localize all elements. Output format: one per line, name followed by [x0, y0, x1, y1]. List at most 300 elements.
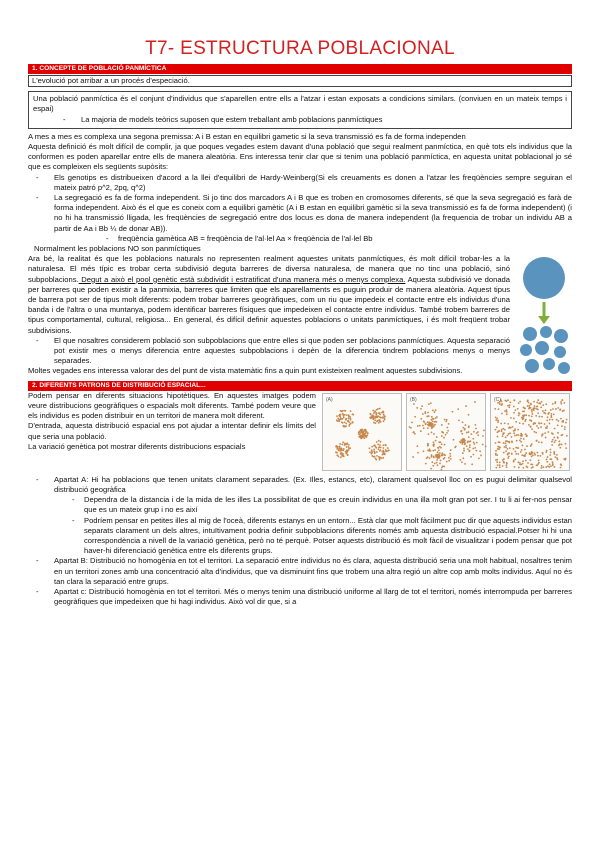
individual-dot: [525, 459, 527, 461]
individual-dot: [346, 446, 348, 448]
individual-dot: [379, 407, 381, 409]
individual-dot: [374, 452, 376, 454]
individual-dot: [345, 422, 347, 424]
individual-dot: [438, 449, 440, 451]
individual-dot: [369, 451, 371, 453]
individual-dot: [536, 425, 538, 427]
individual-dot: [446, 460, 448, 462]
individual-dot: [527, 462, 529, 464]
paragraph-entrada: D'entrada, aquesta distribució espacial ens pot ajudar a intentar definir els límits del que seria una població.: [28, 421, 316, 441]
individual-dot: [551, 440, 553, 442]
individual-dot: [371, 416, 373, 418]
individual-dot: [441, 443, 443, 445]
individual-dot: [463, 438, 465, 440]
individual-dot: [427, 449, 429, 451]
individual-dot: [566, 418, 568, 420]
individual-dot: [382, 416, 384, 418]
individual-dot: [363, 431, 365, 433]
individual-dot: [428, 433, 430, 435]
individual-dot: [380, 441, 382, 443]
individual-dot: [349, 417, 351, 419]
section-1-intro: L'evolució pot arribar a un procés d'especiació.: [28, 75, 572, 87]
individual-dot: [347, 420, 349, 422]
individual-dot: [383, 417, 385, 419]
individual-dot: [474, 401, 476, 403]
individual-dot: [374, 417, 376, 419]
individual-dot: [565, 447, 567, 449]
individual-dot: [382, 444, 384, 446]
paragraph-definicio: Aquesta definició és molt difícil de complir, ja que poques vegades estem davant d'una població que segui realment panmíctica, en què tots els individus que la conformen es poden aparellar entre ells de manera aleatòria. Ens interessa tenir clar que si tenim una població panmíctica, en aquesta unitat poblacional jo sé que es compleixen els següents supòsits:: [28, 142, 572, 172]
individual-dot: [423, 450, 425, 452]
individual-dot: [462, 443, 464, 445]
individual-dot: [505, 444, 507, 446]
individual-dot: [376, 455, 378, 457]
section-2-heading: 2. DIFERENTS PATRONS DE DISTRIBUCIÓ ESPACIAL...: [28, 381, 572, 391]
individual-dot: [516, 439, 518, 441]
individual-dot: [429, 423, 431, 425]
individual-dot: [552, 461, 554, 463]
individual-dot: [373, 415, 375, 417]
individual-dot: [532, 466, 534, 468]
individual-dot: [518, 434, 520, 436]
individual-dot: [552, 433, 554, 435]
individual-dot: [432, 409, 434, 411]
individual-dot: [504, 446, 506, 448]
individual-dot: [343, 426, 345, 428]
individual-dot: [536, 439, 538, 441]
individual-dot: [431, 426, 433, 428]
individual-dot: [557, 420, 559, 422]
individual-dot: [566, 435, 568, 437]
individual-dot: [342, 449, 344, 451]
individual-dot: [375, 458, 377, 460]
individual-dot: [382, 447, 384, 449]
individual-dot: [500, 422, 502, 424]
individual-dot: [532, 413, 534, 415]
bullet-apartat-b: - Apartat B: Distribució no homogènia en tot el territori. La separació entre individus no és clara, aquesta distribució seria una molt habitual, nosaltres tenim en un territori zones amb una concentració alta d'individus, que va disminuint fins que trobem una altra regió un altre cop amb molts individus. Aquí no és tan clara la separació entre grups.: [44, 556, 572, 587]
individual-dot: [539, 415, 541, 417]
individual-dot: [462, 452, 464, 454]
individual-dot: [444, 418, 446, 420]
individual-dot: [554, 441, 556, 443]
individual-dot: [529, 404, 531, 406]
individual-dot: [364, 434, 366, 436]
individual-dot: [380, 446, 382, 448]
individual-dot: [536, 401, 538, 403]
individual-dot: [506, 462, 508, 464]
individual-dot: [553, 436, 555, 438]
individual-dot: [414, 416, 416, 418]
individual-dot: [506, 411, 508, 413]
individual-dot: [556, 457, 558, 459]
individual-dot: [428, 403, 430, 405]
individual-dot: [482, 443, 484, 445]
individual-dot: [475, 449, 477, 451]
bullet-hardy-weinberg: - Els genotips es distribueixen d'acord a la llei d'equilibri de Hardy-Weinberg(Si els creuaments es donen a l'atzar les freqüències sempre seguiran el mateix patró p^2, 2pq, q^2): [44, 173, 572, 193]
figure-c: [490, 393, 570, 471]
individual-dot: [429, 448, 431, 450]
individual-dot: [461, 430, 463, 432]
individual-dot: [437, 447, 439, 449]
individual-dot: [545, 403, 547, 405]
individual-dot: [527, 405, 529, 407]
individual-dot: [561, 420, 563, 422]
individual-dot: [461, 461, 463, 463]
individual-dot: [550, 451, 552, 453]
individual-dot: [412, 456, 414, 458]
individual-dot: [502, 427, 504, 429]
individual-dot: [348, 417, 350, 419]
individual-dot: [499, 466, 501, 468]
individual-dot: [373, 448, 375, 450]
individual-dot: [469, 444, 471, 446]
individual-dot: [420, 408, 422, 410]
individual-dot: [505, 436, 507, 438]
individual-dot: [521, 454, 523, 456]
individual-dot: [338, 449, 340, 451]
individual-dot: [347, 454, 349, 456]
individual-dot: [558, 440, 560, 442]
individual-dot: [498, 408, 500, 410]
individual-dot: [509, 432, 511, 434]
individual-dot: [461, 433, 463, 435]
formula-line: - freqüència gamètica AB = freqüència de l'al·lel Aa × freqüència de l'al·lel Bb: [106, 234, 572, 244]
individual-dot: [431, 455, 433, 457]
individual-dot: [448, 457, 450, 459]
individual-dot: [426, 415, 428, 417]
individual-dot: [360, 429, 362, 431]
individual-dot: [531, 428, 533, 430]
individual-dot: [336, 448, 338, 450]
individual-dot: [533, 400, 535, 402]
individual-dot: [560, 401, 562, 403]
individual-dot: [346, 414, 348, 416]
individual-dot: [485, 445, 487, 447]
individual-dot: [513, 405, 515, 407]
individual-dot: [434, 462, 436, 464]
individual-dot: [552, 418, 554, 420]
individual-dot: [542, 404, 544, 406]
individual-dot: [459, 441, 461, 443]
individual-dot: [519, 422, 521, 424]
individual-dot: [531, 455, 533, 457]
individual-dot: [498, 430, 500, 432]
individual-dot: [505, 446, 507, 448]
definition-bullet: - La majoria de models teòrics suposen que estem treballant amb poblacions panmíctiques: [71, 115, 567, 125]
individual-dot: [345, 452, 347, 454]
individual-dot: [495, 450, 497, 452]
individual-dot: [511, 436, 513, 438]
individual-dot: [564, 428, 566, 430]
individual-dot: [379, 413, 381, 415]
individual-dot: [495, 442, 497, 444]
individual-dot: [520, 437, 522, 439]
individual-dot: [340, 410, 342, 412]
individual-dot: [475, 424, 477, 426]
individual-dot: [431, 416, 433, 418]
individual-dot: [437, 457, 439, 459]
individual-dot: [468, 414, 470, 416]
individual-dot: [555, 439, 557, 441]
individual-dot: [372, 409, 374, 411]
individual-dot: [503, 461, 505, 463]
individual-dot: [554, 453, 556, 455]
paragraph-no-panmictiques: Normalment les poblacions NO son panmíctiques: [34, 244, 201, 254]
individual-dot: [457, 408, 459, 410]
individual-dot: [514, 458, 516, 460]
individual-dot: [544, 423, 546, 425]
individual-dot: [559, 446, 561, 448]
individual-dot: [436, 461, 438, 463]
individual-dot: [540, 406, 542, 408]
individual-dot: [427, 456, 429, 458]
individual-dot: [520, 432, 522, 434]
individual-dot: [525, 433, 527, 435]
individual-dot: [420, 418, 422, 420]
individual-dot: [377, 443, 379, 445]
individual-dot: [546, 458, 548, 460]
individual-dot: [458, 419, 460, 421]
individual-dot: [546, 419, 548, 421]
individual-dot: [513, 448, 515, 450]
individual-dot: [550, 415, 552, 417]
individual-dot: [462, 426, 464, 428]
individual-dot: [505, 442, 507, 444]
individual-dot: [342, 410, 344, 412]
individual-dot: [557, 437, 559, 439]
individual-dot: [375, 422, 377, 424]
individual-dot: [513, 430, 515, 432]
individual-dot: [358, 436, 360, 438]
individual-dot: [443, 436, 445, 438]
individual-dot: [436, 459, 438, 461]
individual-dot: [480, 454, 482, 456]
individual-dot: [524, 420, 526, 422]
individual-dot: [433, 433, 435, 435]
individual-dot: [519, 400, 521, 402]
individual-dot: [376, 441, 378, 443]
individual-dot: [338, 419, 340, 421]
individual-dot: [545, 427, 547, 429]
individual-dot: [513, 399, 515, 401]
underlined-phrase: Degut a això el pool genètic està subdividit i estratificat d'una manera més o menys complexa.: [78, 274, 406, 284]
individual-dot: [514, 466, 516, 468]
individual-dot: [510, 417, 512, 419]
individual-dot: [537, 408, 539, 410]
individual-dot: [495, 428, 497, 430]
individual-dot: [514, 409, 516, 411]
individual-dot: [377, 408, 379, 410]
individual-dot: [558, 444, 560, 446]
individual-dot: [468, 426, 470, 428]
individual-dot: [372, 418, 374, 420]
individual-dot: [345, 417, 347, 419]
individual-dot: [477, 434, 479, 436]
individual-dot: [449, 453, 451, 455]
page-title: T7- ESTRUCTURA POBLACIONAL: [145, 38, 455, 59]
individual-dot: [371, 445, 373, 447]
individual-dot: [560, 403, 562, 405]
individual-dot: [538, 459, 540, 461]
figure-a-label: (A): [326, 396, 333, 403]
individual-dot: [463, 447, 465, 449]
figure-a: [322, 393, 402, 471]
individual-dot: [541, 435, 543, 437]
individual-dot: [352, 413, 354, 415]
individual-dot: [531, 443, 533, 445]
individual-dot: [462, 421, 464, 423]
individual-dot: [471, 433, 473, 435]
individual-dot: [445, 420, 447, 422]
individual-dot: [537, 454, 539, 456]
individual-dot: [342, 413, 344, 415]
individual-dot: [556, 418, 558, 420]
individual-dot: [374, 455, 376, 457]
individual-dot: [524, 454, 526, 456]
individual-dot: [433, 418, 435, 420]
individual-dot: [460, 459, 462, 461]
individual-dot: [336, 451, 338, 453]
individual-dot: [342, 441, 344, 443]
individual-dot: [443, 465, 445, 467]
individual-dot: [554, 456, 556, 458]
individual-dot: [527, 399, 529, 401]
individual-dot: [342, 418, 344, 420]
individual-dot: [344, 414, 346, 416]
individual-dot: [439, 462, 441, 464]
individual-dot: [471, 463, 473, 465]
individual-dot: [388, 449, 390, 451]
individual-dot: [417, 425, 419, 427]
individual-dot: [521, 449, 523, 451]
individual-dot: [348, 446, 350, 448]
individual-dot: [346, 449, 348, 451]
individual-dot: [524, 448, 526, 450]
definition-box: [28, 91, 572, 129]
individual-dot: [553, 466, 555, 468]
individual-dot: [497, 464, 499, 466]
individual-dot: [440, 469, 442, 471]
individual-dot: [508, 440, 510, 442]
individual-dot: [560, 464, 562, 466]
individual-dot: [526, 445, 528, 447]
individual-dot: [411, 421, 413, 423]
individual-dot: [557, 424, 559, 426]
individual-dot: [506, 440, 508, 442]
individual-dot: [432, 449, 434, 451]
individual-dot: [379, 444, 381, 446]
individual-dot: [497, 435, 499, 437]
individual-dot: [539, 402, 541, 404]
individual-dot: [549, 458, 551, 460]
individual-dot: [373, 412, 375, 414]
individual-dot: [465, 424, 467, 426]
individual-dot: [430, 424, 432, 426]
bullet-apartat-c: - Apartat c: Distribució homogènia en tot el territori. Més o menys tenim una distribució uniforme al llarg de tot el territori, només interrompuda per barreres geogràfiques que impedeixen que hi hagi individus. Això vol dir que, si a: [44, 587, 572, 607]
individual-dot: [375, 447, 377, 449]
individual-dot: [555, 408, 557, 410]
individual-dot: [538, 441, 540, 443]
individual-dot: [499, 461, 501, 463]
individual-dot: [497, 431, 499, 433]
individual-dot: [549, 418, 551, 420]
individual-dot: [509, 404, 511, 406]
individual-dot: [382, 457, 384, 459]
individual-dot: [563, 409, 565, 411]
individual-dot: [526, 465, 528, 467]
individual-dot: [541, 422, 543, 424]
individual-dot: [440, 459, 442, 461]
individual-dot: [340, 447, 342, 449]
individual-dot: [335, 446, 337, 448]
individual-dot: [371, 452, 373, 454]
individual-dot: [445, 434, 447, 436]
paragraph-moltes-vegades: Moltes vegades ens interessa valorar des del punt de vista matemàtic fins a quin punt existeixen realment aquestes subdivisions.: [28, 366, 463, 376]
individual-dot: [339, 415, 341, 417]
individual-dot: [376, 412, 378, 414]
individual-dot: [420, 430, 422, 432]
individual-dot: [345, 425, 347, 427]
individual-dot: [538, 422, 540, 424]
individual-dot: [496, 426, 498, 428]
individual-dot: [369, 447, 371, 449]
individual-dot: [376, 451, 378, 453]
individual-dot: [513, 412, 515, 414]
individual-dot: [506, 413, 508, 415]
individual-dot: [499, 464, 501, 466]
individual-dot: [441, 431, 443, 433]
individual-dot: [437, 451, 439, 453]
individual-dot: [514, 434, 516, 436]
individual-dot: [448, 423, 450, 425]
individual-dot: [522, 414, 524, 416]
individual-dot: [514, 450, 516, 452]
individual-dot: [518, 402, 520, 404]
individual-dot: [519, 413, 521, 415]
sub-bullet-oceà: - Podríem pensar en petites illes al mig de l'oceà, diferents estanys en un entorn... Està clar que molt fàcilment puc dir que aquests individus estan separats clarament un dels altres, intuïtivament podria definir subpoblacions diferents només amb aquesta distribució espacial.Potser hi hi una correspondència a nivell de la variació genètica, però no té perquè. Potser aquests distribució és molt fàcil de visualitzar i podem pensar que pot haver-hi diferenciació genètica entre els diferents grups.: [72, 516, 572, 557]
individual-dot: [450, 458, 452, 460]
individual-dot: [495, 416, 497, 418]
individual-dot: [564, 426, 566, 428]
individual-dot: [554, 402, 556, 404]
individual-dot: [446, 426, 448, 428]
individual-dot: [542, 433, 544, 435]
individual-dot: [361, 431, 363, 433]
individual-dot: [349, 447, 351, 449]
individual-dot: [520, 441, 522, 443]
individual-dot: [536, 451, 538, 453]
individual-dot: [431, 461, 433, 463]
individual-dot: [553, 451, 555, 453]
individual-dot: [545, 436, 547, 438]
individual-dot: [434, 421, 436, 423]
individual-dot: [536, 464, 538, 466]
individual-dot: [380, 421, 382, 423]
individual-dot: [449, 455, 451, 457]
individual-dot: [427, 445, 429, 447]
individual-dot: [501, 412, 503, 414]
individual-dot: [521, 444, 523, 446]
individual-dot: [552, 408, 554, 410]
individual-dot: [435, 454, 437, 456]
individual-dot: [542, 452, 544, 454]
individual-dot: [479, 450, 481, 452]
individual-dot: [528, 414, 530, 416]
individual-dot: [557, 432, 559, 434]
individual-dot: [435, 417, 437, 419]
individual-dot: [517, 408, 519, 410]
individual-dot: [380, 416, 382, 418]
